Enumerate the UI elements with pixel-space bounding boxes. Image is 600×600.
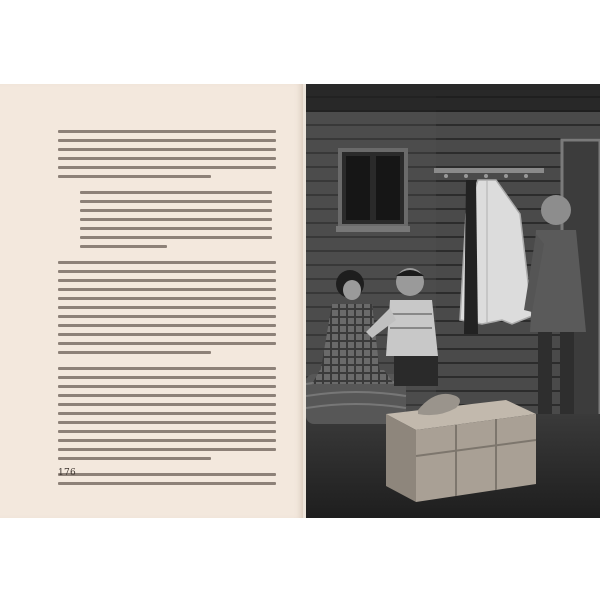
wooden-crate — [386, 400, 536, 502]
dark-garment — [464, 180, 478, 334]
right-page-photo — [306, 84, 600, 518]
text-line — [58, 130, 276, 133]
text-line — [80, 245, 167, 248]
text-line — [80, 200, 272, 203]
window-shape — [336, 150, 410, 232]
text-line — [58, 297, 276, 300]
text-line — [58, 157, 276, 160]
text-line — [58, 351, 211, 354]
text-line — [58, 403, 276, 406]
text-line — [58, 394, 276, 397]
text-line — [58, 166, 276, 169]
text-line — [58, 261, 276, 264]
body-text-lines — [58, 130, 276, 491]
text-line — [58, 385, 276, 388]
text-line — [58, 324, 276, 327]
text-line — [80, 236, 272, 239]
page-number: 176 — [58, 468, 77, 478]
text-line — [58, 412, 276, 415]
open-book — [0, 84, 600, 518]
text-line — [80, 209, 272, 212]
text-line — [80, 227, 272, 230]
left-page — [0, 84, 303, 518]
text-line — [58, 439, 276, 442]
text-line — [58, 315, 276, 318]
text-line — [58, 333, 276, 336]
text-line — [58, 376, 276, 379]
theater-scene-photo-icon — [306, 84, 600, 518]
text-line — [80, 191, 272, 194]
text-line — [80, 218, 272, 221]
text-line — [58, 175, 211, 178]
text-line — [58, 482, 276, 485]
text-line — [58, 342, 276, 345]
text-line — [58, 367, 276, 370]
text-line — [58, 139, 276, 142]
text-line — [58, 421, 276, 424]
text-line — [58, 148, 276, 151]
text-line — [58, 270, 276, 273]
text-line — [58, 448, 276, 451]
coat-rack — [434, 168, 544, 173]
text-line — [58, 473, 276, 476]
text-line — [58, 430, 276, 433]
text-line — [58, 306, 276, 309]
text-line — [58, 457, 211, 460]
text-line — [58, 288, 276, 291]
text-line — [58, 279, 276, 282]
